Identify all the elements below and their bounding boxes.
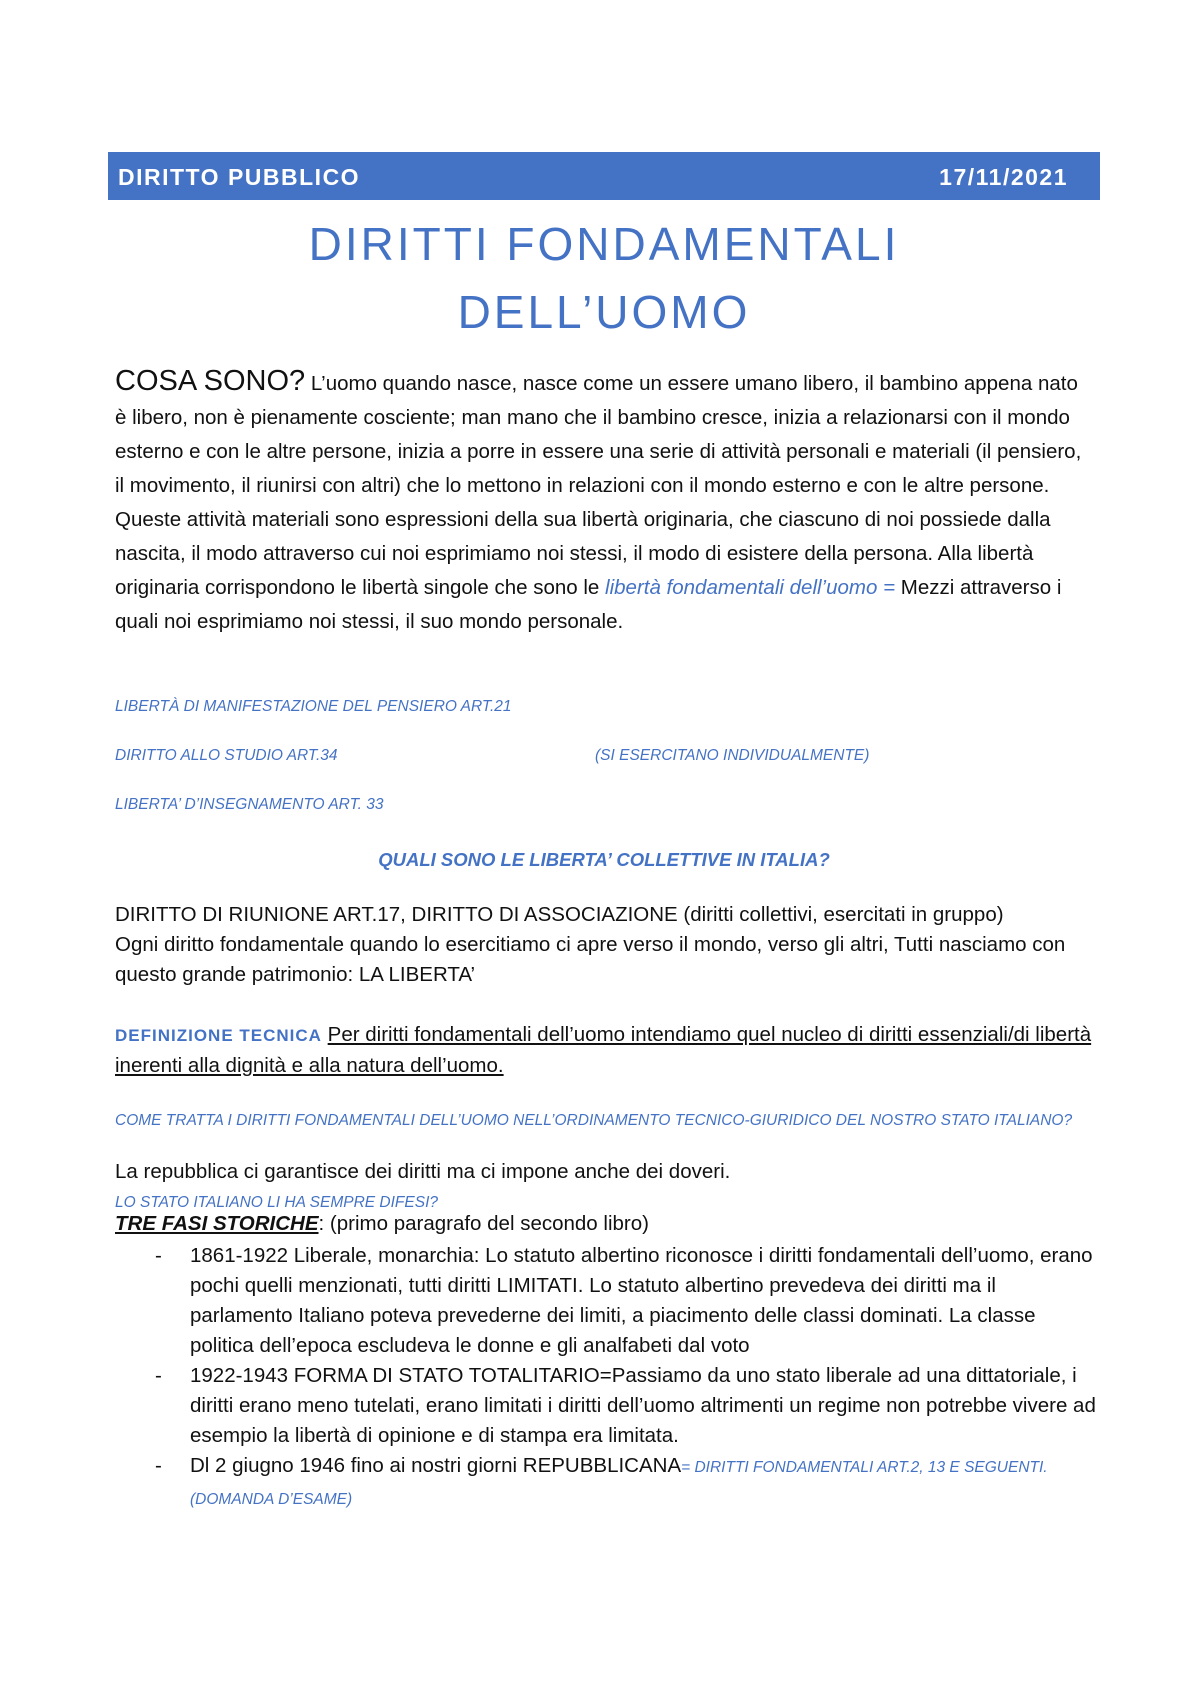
intro-text-before: L’uomo quando nasce, nasce come un essere umano libero, il bambino appena nato è libero, non è pienamente cosciente; man mano che il bambino cresce, inizia a relazionarsi con il mondo esterno e con le altre persone, inizia a porre in essere una serie di attività personali e materiali (il pensiero, il movimento, il riunirsi con altri) che lo mettono in relazioni con il mondo esterno e con le altre persone. Queste attività materiali sono espressioni della sua libertà originaria, che ciascuno di noi possiede dalla nascita, il modo attraverso cui noi esprimiamo noi stessi, il modo di esistere della persona. Alla libertà originaria corrispondono le libertà singole che sono le: [115, 372, 1082, 599]
definition-text: Per diritti fondamentali dell’uomo intendiamo quel nucleo di diritti essenziali/di libertà inerenti alla dignità e alla natura dell’uomo.: [115, 1023, 1092, 1077]
liberty-item-1: LIBERTÀ DI MANIFESTAZIONE DEL PENSIERO ART.21: [115, 698, 512, 715]
liberty-item-2: DIRITTO ALLO STUDIO ART.34: [115, 747, 338, 764]
phase-text: 1922-1943 FORMA DI STATO TOTALITARIO=Passiamo da uno stato liberale ad una dittatoriale, i diritti erano meno tutelati, erano limitati i diritti dell’uomo altrimenti un regime non potrebbe vivere ad esempio la libertà di opinione e di stampa era limitata.: [190, 1364, 1096, 1447]
phases-list: [115, 1241, 1100, 1515]
intro-paragraph: [115, 364, 1085, 639]
subject-label: DIRITTO PUBBLICO: [118, 164, 361, 190]
intro-text-after: Mezzi attraverso i quali noi esprimiamo noi stessi, il suo mondo personale.: [115, 576, 1062, 633]
phases-label: TRE FASI STORICHE: [115, 1212, 319, 1235]
phase-item: [115, 1361, 1100, 1451]
bullet-dash: -: [155, 1364, 162, 1387]
date-label: 17/11/2021: [939, 164, 1068, 190]
intro-highlight: libertà fondamentali dell’uomo =: [605, 576, 896, 599]
phases-label-suffix: : (primo paragrafo del secondo libro): [318, 1212, 649, 1235]
page-title: [108, 210, 1100, 346]
bullet-dash: -: [155, 1454, 162, 1477]
collective-line-2: Ogni diritto fondamentale quando lo esercitiamo ci apre verso il mondo, verso gli altri, Tutti nasciamo con questo grande patrimonio: LA LIBERTA’: [115, 933, 1066, 986]
collective-line-1: DIRITTO DI RIUNIONE ART.17, DIRITTO DI ASSOCIAZIONE (diritti collettivi, esercitati in gruppo): [115, 903, 1004, 926]
phase-item: [115, 1451, 1100, 1515]
phase-text-blue: = DIRITTI FONDAMENTALI ART.2, 13 E SEGUENTI. (DOMANDA D’ESAME): [190, 1459, 1048, 1508]
phase-item: [115, 1241, 1100, 1361]
intro-question: COSA SONO?: [115, 365, 306, 397]
definition-block: [115, 1020, 1100, 1081]
title-line-2: DELL’UOMO: [457, 286, 751, 338]
treatment-question-2: LO STATO ITALIANO LI HA SEMPRE DIFESI?: [115, 1194, 438, 1211]
liberty-note: (SI ESERCITANO INDIVIDUALMENTE): [595, 747, 870, 764]
title-line-1: DIRITTI FONDAMENTALI: [308, 218, 900, 270]
treatment-answer: La repubblica ci garantisce dei diritti ma ci impone anche dei doveri.: [115, 1160, 731, 1183]
phase-text: 1861-1922 Liberale, monarchia: Lo statuto albertino riconosce i diritti fondamentali dell’uomo, erano pochi quelli menzionati, tutti diritti LIMITATI. Lo statuto albertino prevedeva dei diritti ma il parlamento Italiano poteva prevederne dei limiti, a piacimento delle classi dominati. La classe politica dell’epoca escludeva le donne e gli analfabeti dal voto: [190, 1244, 1093, 1357]
liberty-item-3: LIBERTA’ D’INSEGNAMENTO ART. 33: [115, 796, 384, 813]
phase-text: Dl 2 giugno 1946 fino ai nostri giorni REPUBBLICANA: [190, 1454, 682, 1477]
collective-paragraph: [115, 900, 1100, 990]
treatment-question: COME TRATTA I DIRITTI FONDAMENTALI DELL’UOMO NELL’ORDINAMENTO TECNICO-GIURIDICO DEL NOSTRO STATO ITALIANO?: [115, 1112, 1073, 1129]
collective-question: QUALI SONO LE LIBERTA’ COLLETTIVE IN ITALIA?: [378, 849, 830, 870]
header-bar: [108, 152, 1100, 200]
phases-heading: [115, 1212, 1100, 1236]
bullet-dash: -: [155, 1244, 162, 1267]
definition-label: DEFINIZIONE TECNICA: [115, 1026, 322, 1045]
